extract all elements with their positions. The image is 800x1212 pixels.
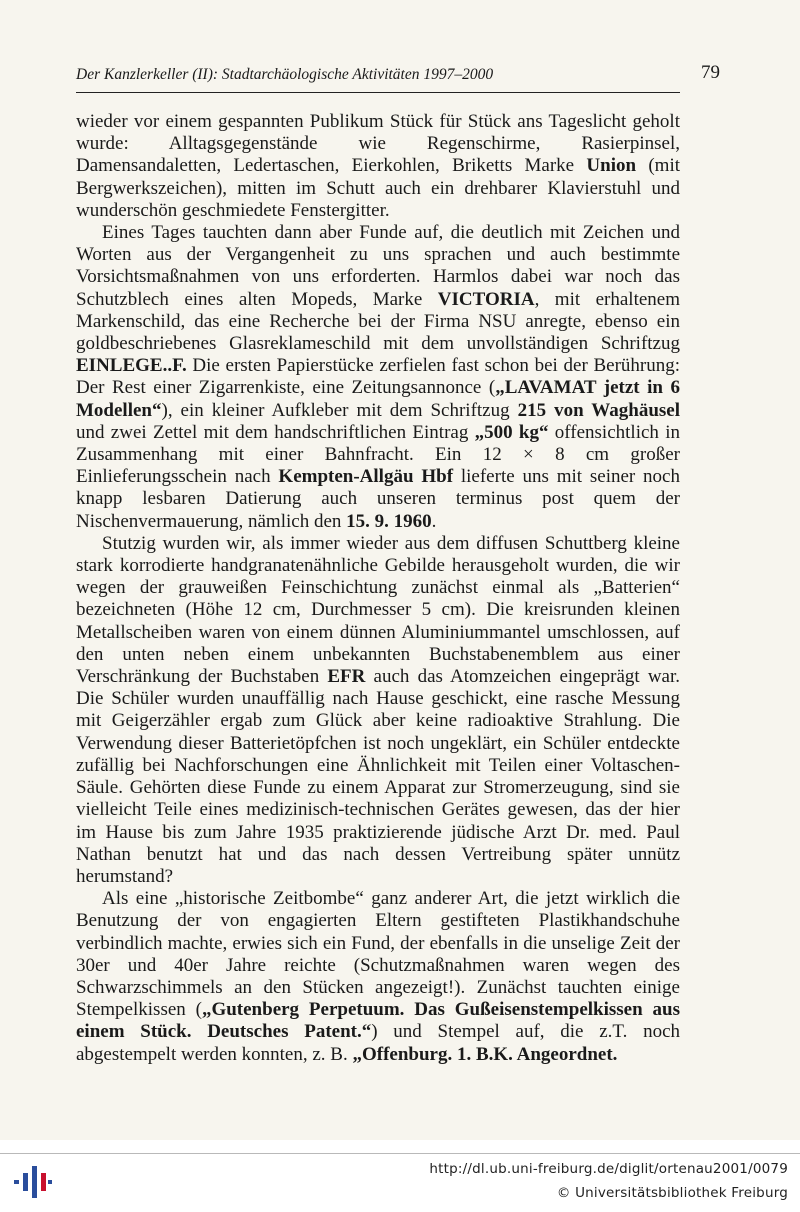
text-run: Eines Tages tauchten dann aber Funde auf, die deutlich mit Zeichen und Worten aus der Vergangenheit zu uns sprachen und auch bestimmte Vorsichtsmaßnahmen von uns erforderten. Harmlos dabei war noch das Schutzblech eines alten Mopeds, Marke bbox=[76, 222, 680, 310]
text-run: Als eine „historische Zeitbombe“ ganz anderer Art, die jetzt wirklich die Benutzung der von engagierten Eltern gestifteten Plastikhandschuhe verbindlich machte, erwies sich ein Fund, der ebenfalls in die unselige Zeit der 30er und 40er Jahre reichte (Schutzmaßnahmen waren wegen des Schwarzschimmels an den Stücken angezeigt!). Zunächst tauchten einige Stempelkissen ( bbox=[76, 888, 680, 1021]
text-run: (mit Bergwerkszeichen), mitten im Schutt auch ein drehbarer Klavierstuhl und wunderschön geschmiedete Fenstergitter. bbox=[76, 155, 680, 221]
bold-term: EINLEGE..F. bbox=[76, 355, 187, 377]
bold-term: Kempten-Allgäu Hbf bbox=[278, 466, 454, 488]
bold-term: EFR bbox=[327, 666, 366, 688]
running-head bbox=[76, 62, 720, 84]
footer-divider bbox=[0, 1153, 800, 1154]
paragraph bbox=[76, 111, 680, 222]
paragraph bbox=[76, 888, 680, 1066]
text-run: lieferte uns mit seiner noch knapp lesbaren Datierung auch unseren terminus post quem der Nischenvermauerung, nämlich den bbox=[76, 466, 680, 532]
page-number: 79 bbox=[701, 62, 720, 83]
text-run: und zwei Zettel mit dem handschriftlichen Eintrag bbox=[76, 421, 475, 443]
bold-term: 215 von Waghäusel bbox=[517, 399, 680, 421]
text-run: . bbox=[431, 510, 437, 532]
footer-copyright: © Universitätsbibliothek Freiburg bbox=[556, 1185, 788, 1201]
bold-term: „LAVAMAT jetzt in 6 Modellen“ bbox=[76, 377, 680, 421]
text-run: wieder vor einem gespannten Publikum Stück für Stück ans Tageslicht geholt wurde: Alltagsgegenstände wie Regenschirme, Rasierpinsel, Damensandaletten, Ledertaschen, Eierkohlen, Briketts Marke bbox=[76, 111, 680, 177]
bold-term: „Offenburg. 1. B.K. Angeordnet. bbox=[352, 1043, 618, 1065]
bold-term: „500 kg“ bbox=[474, 421, 549, 443]
paragraph bbox=[76, 222, 680, 533]
header-rule bbox=[76, 92, 680, 93]
bold-term: 15. 9. 1960 bbox=[346, 510, 432, 532]
running-title: Der Kanzlerkeller (II): Stadtarchäologische Aktivitäten 1997–2000 bbox=[76, 66, 494, 83]
bold-term: VICTORIA bbox=[437, 288, 535, 310]
text-run: ), ein kleiner Aufkleber mit dem Schriftzug bbox=[161, 399, 518, 421]
text-run: Die ersten Papierstücke zerfielen fast schon bei der Berührung: Der Rest einer Zigarrenkiste, eine Zeitungsannonce ( bbox=[76, 355, 680, 399]
text-run: auch das Atomzeichen eingeprägt war. Die Schüler wurden unauffällig nach Hause geschickt, eine rasche Messung mit Geigerzähler ergab zum Glück aber keine radioaktive Strahlung. Die Verwendung dieser Batterietöpfchen ist noch ungeklärt, ein Schüler entdeckte zufällig bei Nachforschungen eine Ähnlichkeit mit Teilen einer Voltaschen-Säule. Gehörten diese Funde zu einem Apparat zur Stromerzeugung, sind sie vielleicht Teile eines medizinisch-technischen Gerätes gewesen, das der hier im Hause bis zum Jahre 1935 praktizierende jüdische Arzt Dr. med. Paul Nathan benutzt hat und das nach dessen Vertreibung später unnütz herumstand? bbox=[76, 666, 680, 887]
bold-term: „Gutenberg Perpetuum. Das Gußeisenstempelkissen aus einem Stück. Deutsches Patent.“ bbox=[76, 999, 680, 1043]
body-text bbox=[76, 111, 680, 1066]
text-run: , mit erhaltenem Markenschild, das eine Recherche bei der Firma NSU anregte, ebenso ein goldbeschriebenes Glasreklameschild mit dem unvollständigen Schriftzug bbox=[76, 288, 681, 355]
text-run: Stutzig wurden wir, als immer wieder aus dem diffusen Schuttberg kleine stark korrodierte handgranatenähnliche Gebilde herausgeholt wurden, die wir wegen der grauweißen Feinschichtung zunächst einmal als „Batterien“ bezeichneten (Höhe 12 cm, Durchmesser 5 cm). Die kreisrunden kleinen Metallscheiben waren von einem dünnen Aluminiummantel umschlossen, auf den unten neben einem unbekannten Buchstabenemblem aus einer Verschränkung der Buchstaben bbox=[76, 532, 680, 688]
bold-term: Union bbox=[586, 155, 637, 177]
viewer-footer bbox=[0, 1140, 800, 1212]
ub-freiburg-logo-icon[interactable] bbox=[14, 1166, 52, 1198]
footer-url-link[interactable]: http://dl.ub.uni-freiburg.de/diglit/ortenau2001/0079 bbox=[429, 1161, 788, 1177]
paragraph bbox=[76, 533, 680, 888]
text-run: offensichtlich in Zusammenhang mit einer Bahnfracht. Ein 12 × 8 cm großer Einlieferungsschein nach bbox=[76, 421, 680, 488]
text-run: ) und Stempel auf, die z.T. noch abgestempelt werden konnten, z. B. bbox=[76, 1021, 681, 1065]
